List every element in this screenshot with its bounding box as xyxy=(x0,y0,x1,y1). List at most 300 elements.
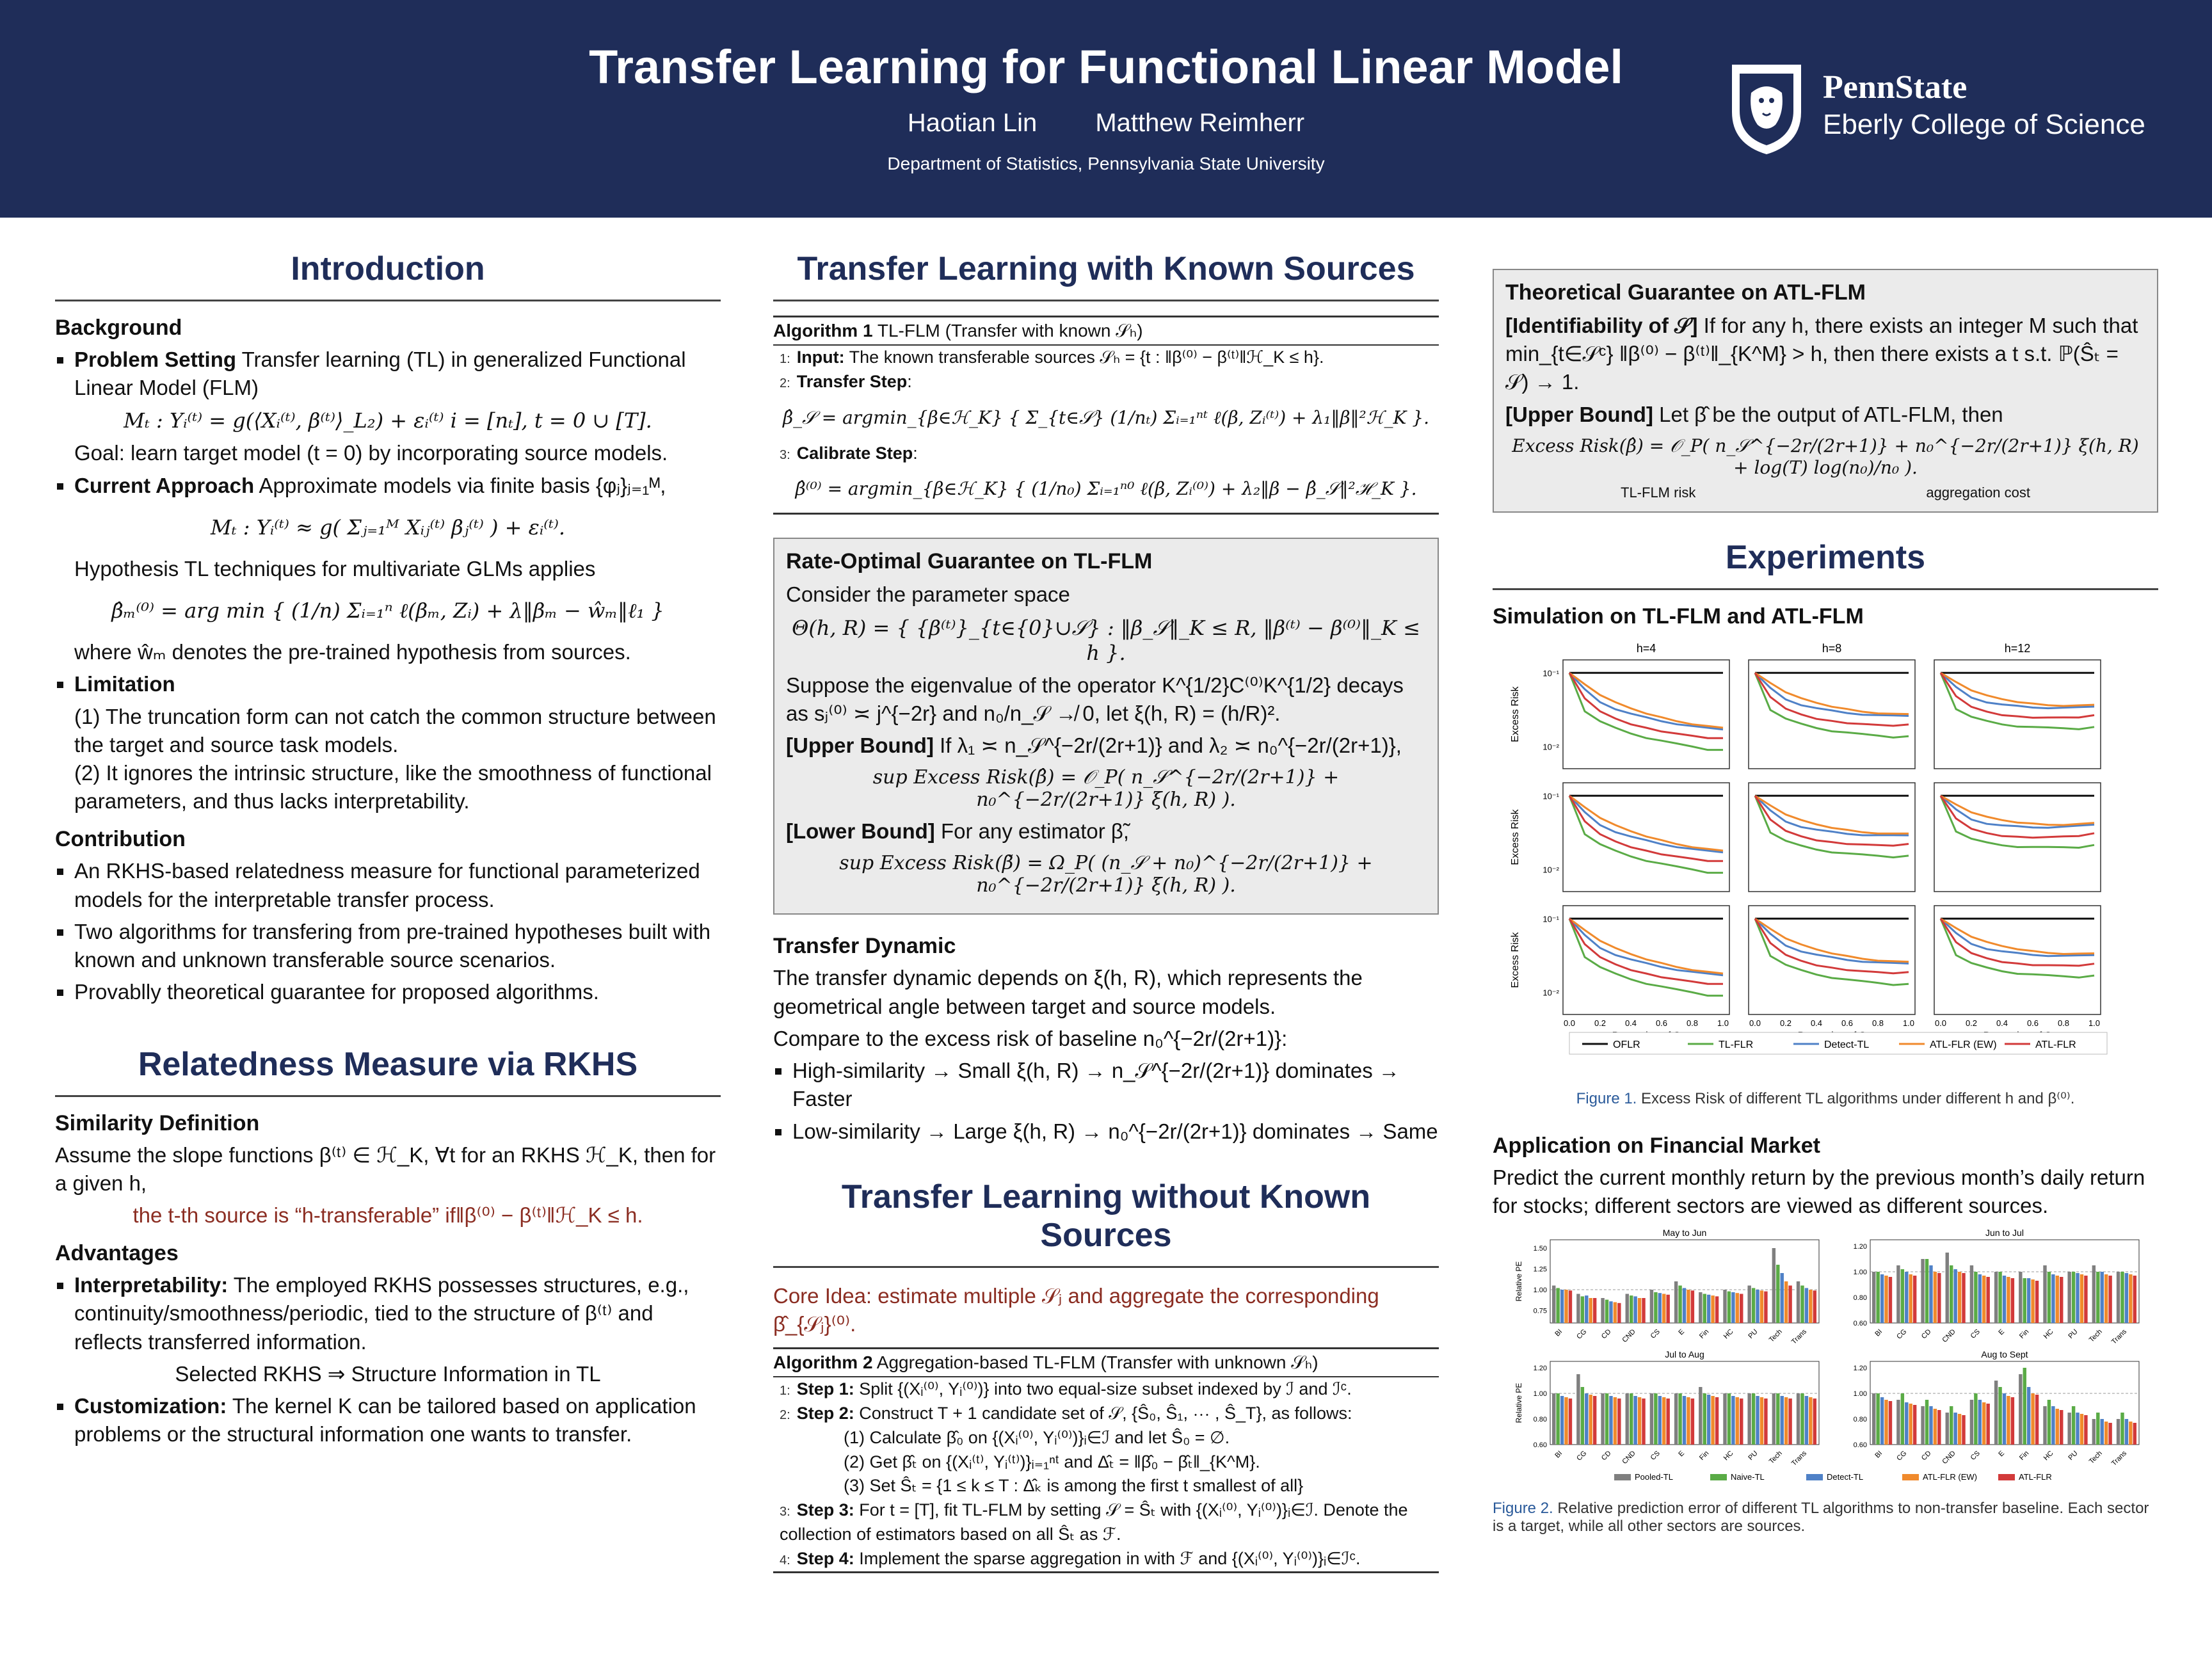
bar xyxy=(2031,1279,2034,1323)
intro-title: Introduction xyxy=(55,250,721,301)
bar xyxy=(1950,1265,1953,1323)
contribution-2: ▪ Two algorithms for transfering from pre-trained hypotheses built with known and unknown transferable source scenarios. xyxy=(74,918,721,974)
equation-atl-risk: Excess Risk(β̂) = 𝒪_P( n_𝒮^{−2r/(2r+1)} + n₀^{−2r/(2r+1)} ξ(h, R) + log(T) log(n₀)/n₀ ). xyxy=(1512,435,2139,478)
bar xyxy=(2072,1406,2075,1445)
bar xyxy=(2019,1272,2022,1323)
bar-x-tick: BI xyxy=(1553,1449,1564,1460)
algo2-step1: 1: Step 1: Split {(Xᵢ⁽⁰⁾, Yᵢ⁽⁰⁾)} into two equal-size subset indexed by ℐ and ℐᶜ. xyxy=(780,1379,1352,1399)
contribution-heading: Contribution xyxy=(55,827,186,852)
bar xyxy=(2051,1406,2055,1445)
bar xyxy=(1614,1302,1617,1324)
bar xyxy=(2056,1409,2059,1445)
bar-x-tick: Trans xyxy=(1790,1327,1809,1347)
bar xyxy=(1929,1406,1932,1445)
bar xyxy=(1609,1396,1612,1445)
algo2-step2b: (2) Get β̂ₜ on {(Xᵢ⁽ᵗ⁾, Yᵢ⁽ᵗ⁾)}ᵢ₌₁ⁿᵗ and Δ̂ₜ = ‖β̂₀ − β̂ₜ‖_{K^M}. xyxy=(844,1452,1260,1471)
poster-header xyxy=(0,0,2212,218)
bar xyxy=(1974,1393,1977,1445)
bar xyxy=(2048,1272,2051,1323)
experiments-title: Experiments xyxy=(1493,538,2158,590)
bar xyxy=(1974,1272,1977,1323)
bar xyxy=(1691,1399,1694,1445)
bar xyxy=(1593,1396,1596,1445)
bar xyxy=(1752,1393,1755,1445)
bar xyxy=(1797,1281,1800,1323)
bar xyxy=(1740,1399,1743,1445)
bar xyxy=(2092,1265,2096,1323)
bar xyxy=(1630,1295,1633,1323)
bar xyxy=(1998,1387,2001,1445)
bar xyxy=(1683,1288,1686,1324)
transfer-dynamic-compare: Compare to the excess risk of baseline n₀^{−2r/(2r+1)}: xyxy=(773,1026,1288,1050)
bar xyxy=(2023,1278,2026,1323)
bar xyxy=(1630,1393,1633,1445)
bar-y-tick: 1.00 xyxy=(1533,1286,1547,1295)
department: Department of Statistics, Pennsylvania State University xyxy=(887,154,1325,173)
bar xyxy=(1805,1288,1808,1324)
bar-y-label: Relative PE xyxy=(1514,1382,1523,1423)
bar xyxy=(1776,1265,1779,1323)
bar xyxy=(2007,1277,2010,1323)
bar xyxy=(1723,1290,1726,1323)
y-tick-label: 10⁻¹ xyxy=(1543,914,1559,924)
bar xyxy=(1978,1274,1982,1323)
bar xyxy=(1678,1286,1681,1324)
bar xyxy=(1731,1292,1735,1323)
bar-x-tick: CS xyxy=(1969,1327,1982,1341)
bar xyxy=(1736,1294,1739,1324)
bar xyxy=(1756,1290,1759,1323)
bar xyxy=(1650,1393,1653,1445)
financial-text: Predict the current monthly return by the previous month’s daily return for stocks; different sectors are viewed as different sources. xyxy=(1493,1165,2145,1218)
bar xyxy=(1994,1381,1998,1445)
x-tick-label: 0.0 xyxy=(1563,1018,1576,1028)
theory-upper-bound: [Upper Bound] Let β̂ be the output of ATL-FLM, then xyxy=(1505,402,2003,426)
bar-y-tick: 0.60 xyxy=(1533,1441,1547,1450)
legend-swatch xyxy=(1998,1474,2015,1480)
author-1: Haotian Lin xyxy=(907,109,1038,137)
bar-x-tick: Fin xyxy=(2018,1327,2031,1341)
bar xyxy=(1707,1395,1710,1445)
algorithm-2: Algorithm 2 Aggregation-based TL-FLM (Transfer with unknown 𝒮ₕ) 1: Step 1: Split {(Xᵢ⁽⁰⁾, Yᵢ⁽⁰⁾)} into two equal-size subset indexed by ℐ and ℐᶜ. 2: Step 2: Construct T + 1 candidate set of 𝒮, {Ŝ₀, Ŝ₁, ⋯ , Ŝ_T}, as follows: (1) Calculate β̂₀ on {(Xᵢ⁽⁰⁾, Yᵢ⁽⁰⁾)}ᵢ∈ℐ and let Ŝ₀ = ∅. (2) Get β̂ₜ on {(Xᵢ⁽ᵗ⁾, Yᵢ⁽ᵗ⁾)}ᵢ₌₁ⁿᵗ and Δ̂ₜ = ‖β̂₀ − β̂ₜ‖_{K^M}. (3) Set Ŝₜ = {1 ≤ k ≤ T : Δ̂ₖ is among the first t smallest of all} 3: Step 3: For t = [T], fit TL-FLM by setting 𝒮 = Ŝₜ with {(Xᵢ⁽⁰⁾, Yᵢ⁽⁰⁾)}ᵢ∈ℐ. Denote the collection of estimators based on all Ŝₜ as ℱ. 4: Step 4: Implement the sparse aggregation in with ℱ and {(Xᵢ⁽⁰⁾, Yᵢ⁽⁰⁾)}ᵢ∈ℐᶜ. xyxy=(773,1347,1439,1573)
bar xyxy=(1880,1274,1884,1323)
bar-x-tick: Tech xyxy=(2087,1449,2104,1466)
bar xyxy=(1703,1393,1706,1445)
bar xyxy=(1889,1277,1892,1323)
bar xyxy=(2133,1276,2136,1323)
x-tick-label: 0.4 xyxy=(1624,1018,1637,1028)
bar xyxy=(1978,1400,1982,1445)
bar-x-tick: Trans xyxy=(2110,1327,2129,1347)
bar-x-tick: CS xyxy=(1969,1449,1982,1463)
legend-label: Detect-TL xyxy=(1827,1472,1864,1482)
bar xyxy=(1872,1393,1875,1445)
bar-y-tick: 0.60 xyxy=(1853,1320,1867,1328)
consider-text: Consider the parameter space xyxy=(786,582,1070,607)
bar xyxy=(1986,1277,1989,1323)
bar xyxy=(1884,1276,1887,1323)
algorithm-1: Algorithm 1 TL-FLM (Transfer with known 𝒮ₕ) 1: Input: The known transferable sources 𝒮ₕ = {t : ‖β⁽⁰⁾ − β⁽ᵗ⁾‖ℋ_K ≤ h}. 2: Transfer Step: β̂_𝒮 = argmin_{β∈ℋ_K} { Σ_{t∈𝒮} (1/nₜ) Σᵢ₌₁ⁿᵗ ℓ(β, Zᵢ⁽ᵗ⁾) + λ₁‖β‖²ℋ_K }. 3: Calibrate Step: β̂⁽⁰⁾ = argmin_{β∈ℋ_K} { (1/n₀) Σᵢ₌₁ⁿ⁰ ℓ(β, Zᵢ⁽⁰⁾) + λ₂‖β − β̂_𝒮‖²ℋ_K }. xyxy=(773,316,1439,515)
bar xyxy=(1626,1393,1629,1445)
bar xyxy=(1876,1393,1879,1445)
bar xyxy=(1605,1393,1608,1445)
bar xyxy=(2060,1277,2063,1323)
panel-frame xyxy=(1934,660,2101,769)
bar xyxy=(2125,1419,2128,1445)
bar xyxy=(1921,1406,1924,1445)
bar xyxy=(1913,1276,1916,1323)
y-tick-label: 10⁻² xyxy=(1543,865,1559,875)
bar xyxy=(1727,1292,1731,1323)
legend-swatch xyxy=(1902,1474,1919,1480)
rate-optimal-box xyxy=(773,538,1439,915)
bar xyxy=(2104,1422,2108,1445)
legend-swatch xyxy=(1614,1474,1631,1480)
bar-x-tick: BI xyxy=(1873,1327,1884,1338)
where-text: where ŵₘ denotes the pre-trained hypothesis from sources. xyxy=(74,640,631,664)
bar xyxy=(1876,1272,1879,1323)
bar-x-tick: CD xyxy=(1919,1449,1933,1463)
bar xyxy=(1805,1396,1808,1445)
bar xyxy=(1589,1395,1592,1445)
bar-x-tick: HC xyxy=(2042,1449,2055,1463)
bar xyxy=(1605,1300,1608,1323)
bar xyxy=(1905,1272,1908,1323)
bar xyxy=(2096,1413,2099,1445)
upper-bound: [Upper Bound] If λ₁ ≍ n_𝒮^{−2r/(2r+1)} and λ₂ ≍ n₀^{−2r/(2r+1)}, xyxy=(786,733,1402,758)
bar xyxy=(1872,1272,1875,1323)
bar xyxy=(1687,1290,1690,1323)
bar xyxy=(1788,1399,1791,1445)
pennstate-logo xyxy=(1728,61,2163,157)
background-list xyxy=(55,346,721,402)
bar xyxy=(1678,1393,1681,1445)
bar xyxy=(1901,1393,1904,1445)
bar xyxy=(1970,1400,1973,1445)
bar-y-tick: 0.75 xyxy=(1533,1307,1547,1315)
bar-x-tick: HC xyxy=(1722,1449,1735,1463)
bar xyxy=(1654,1292,1657,1323)
bar-x-tick: E xyxy=(1997,1449,2007,1459)
advantage-interpretability: ▪ Interpretability: The employed RKHS possesses structures, e.g., continuity/smoothness/periodic, tied to the structure of β⁽ᵗ⁾ and reflects transferred information. xyxy=(74,1271,721,1356)
bar xyxy=(2003,1276,2006,1323)
transfer-dynamic-text: The transfer dynamic depends on ξ(h, R), which represents the geometrical angle between target and source models. xyxy=(773,966,1363,1018)
bar xyxy=(2011,1278,2014,1323)
bar xyxy=(1666,1295,1669,1323)
nittany-lion-shield-icon xyxy=(1728,61,1805,157)
bar xyxy=(1699,1387,1702,1445)
bar-x-tick: CG xyxy=(1575,1327,1589,1342)
bar xyxy=(2067,1413,2071,1445)
algo2-step2: 2: Step 2: Construct T + 1 candidate set of 𝒮, {Ŝ₀, Ŝ₁, ⋯ , Ŝ_T}, as follows: xyxy=(780,1404,1352,1423)
lower-bound: [Lower Bound] For any estimator β̃, xyxy=(786,819,1130,844)
y-axis-label: Excess Risk xyxy=(1510,686,1521,742)
algo1-input: 1: Input: The known transferable sources 𝒮ₕ = {t : ‖β⁽⁰⁾ − β⁽ᵗ⁾‖ℋ_K ≤ h}. xyxy=(780,348,1324,367)
equation-htl: β̂ₘ⁽⁰⁾ = arg min { (1/n) Σᵢ₌₁ⁿ ℓ(βₘ, Zᵢ) + λ‖βₘ − ŵₘ‖ℓ₁ } xyxy=(111,598,664,623)
poster-title: Transfer Learning for Functional Linear Model xyxy=(589,40,1623,93)
contribution-1: ▪ An RKHS-based relatedness measure for functional parameterized models for the interpretable transfer process. xyxy=(74,857,721,913)
bar xyxy=(1764,1399,1767,1445)
bar xyxy=(1953,1413,1957,1445)
equation-calibrate: β̂⁽⁰⁾ = argmin_{β∈ℋ_K} { (1/n₀) Σᵢ₌₁ⁿ⁰ ℓ(β, Zᵢ⁽⁰⁾) + λ₂‖β − β̂_𝒮‖²ℋ_K }. xyxy=(795,478,1417,500)
h-transferable-definition: the t-th source is “h-transferable” if‖β⁽⁰⁾ − β⁽ᵗ⁾‖ℋ_K ≤ h. xyxy=(132,1203,643,1227)
bar xyxy=(1552,1286,1555,1324)
bar xyxy=(2060,1410,2063,1445)
bar xyxy=(2027,1387,2030,1445)
bar xyxy=(1747,1393,1751,1445)
bar xyxy=(2043,1406,2046,1445)
legend-label: ATL-FLR (EW) xyxy=(1923,1472,1977,1482)
bar-x-tick: Tech xyxy=(1767,1327,1784,1344)
column-middle xyxy=(773,237,1439,1582)
bar xyxy=(1800,1286,1804,1324)
bar-x-tick: CND xyxy=(1621,1327,1637,1345)
author-2: Matthew Reimherr xyxy=(1095,109,1305,137)
bar-x-tick: BI xyxy=(1873,1449,1884,1460)
bar xyxy=(1934,1272,1937,1323)
contribution-3: ▪ Provablly theoretical guarantee for proposed algorithms. xyxy=(74,978,721,1006)
bar xyxy=(2048,1400,2051,1445)
panel-title-0: h=4 xyxy=(1636,641,1656,655)
bar xyxy=(2125,1273,2128,1323)
bar xyxy=(1747,1286,1751,1324)
y-tick-label: 10⁻¹ xyxy=(1543,791,1559,801)
x-tick-label: 0.8 xyxy=(1686,1018,1699,1028)
bar xyxy=(2035,1281,2039,1323)
bar xyxy=(2051,1274,2055,1323)
bar xyxy=(1946,1253,1949,1323)
bar xyxy=(1925,1259,1928,1323)
bar xyxy=(2133,1423,2136,1445)
bar-x-tick: HC xyxy=(2042,1327,2055,1341)
bar-y-tick: 0.80 xyxy=(1853,1294,1867,1302)
bar-y-tick: 1.20 xyxy=(1853,1243,1867,1251)
bar-y-tick: 0.80 xyxy=(1533,1416,1547,1424)
problem-setting: ▪ Problem Setting Transfer learning (TL) in generalized Functional Linear Model (FLM) xyxy=(74,346,721,402)
bar xyxy=(1638,1298,1641,1323)
bar xyxy=(1934,1409,1937,1445)
background-heading: Background xyxy=(55,316,182,340)
bar xyxy=(1958,1414,1961,1445)
x-tick-label: 0.8 xyxy=(2057,1018,2070,1028)
bar xyxy=(1593,1298,1596,1323)
low-similarity: ▪ Low-similarity → Large ξ(h, R) → n₀^{−2r/(2r+1)} dominates → Same xyxy=(792,1118,1439,1146)
bar xyxy=(1800,1393,1804,1445)
bar-x-tick: E xyxy=(1997,1327,2007,1337)
bar xyxy=(2084,1415,2087,1445)
contribution-list xyxy=(55,857,721,1006)
bar xyxy=(1727,1393,1731,1445)
bar xyxy=(1921,1259,1924,1323)
core-idea: Core Idea: estimate multiple 𝒮ⱼ and aggregate the corresponding β̂_{𝒮ⱼ}⁽⁰⁾. xyxy=(773,1283,1379,1336)
rkhs-title: Relatedness Measure via RKHS xyxy=(55,1045,721,1097)
high-similarity: ▪ High-similarity → Small ξ(h, R) → n_𝒮^{−2r/(2r+1)} dominates → Faster xyxy=(792,1057,1439,1113)
bar xyxy=(1760,1397,1763,1445)
bar xyxy=(1925,1400,1928,1445)
bar xyxy=(2084,1276,2087,1323)
bar xyxy=(1674,1281,1678,1323)
y-axis-label: Excess Risk xyxy=(1510,932,1521,988)
bar xyxy=(1674,1393,1678,1445)
bar xyxy=(1614,1397,1617,1445)
theory-title: Theoretical Guarantee on ATL-FLM xyxy=(1505,280,1866,305)
bar-y-label: Relative PE xyxy=(1514,1261,1523,1302)
similarity-text: Assume the slope functions β⁽ᵗ⁾ ∈ ℋ_K, ∀t for an RKHS ℋ_K, then for a given h, xyxy=(55,1142,716,1195)
bar-y-tick: 1.20 xyxy=(1533,1365,1547,1373)
bar xyxy=(2080,1414,2083,1445)
bar-x-tick: Trans xyxy=(1790,1449,1809,1468)
bar xyxy=(1958,1272,1961,1323)
similarity-heading: Similarity Definition xyxy=(55,1110,260,1135)
y-axis-label: Excess Risk xyxy=(1510,809,1521,865)
brace-tl-flm-risk: TL-FLM risk xyxy=(1621,484,1696,501)
bar xyxy=(1896,1265,1900,1323)
goal-text: Goal: learn target model (t = 0) by incorporating source models. xyxy=(74,441,668,465)
bar-x-tick: PU xyxy=(1747,1449,1759,1463)
bar xyxy=(2117,1419,2120,1445)
bar-y-tick: 1.00 xyxy=(1853,1390,1867,1399)
equation-theta: Θ(h, R) = { {β⁽ᵗ⁾}_{t∈{0}∪𝒮} : ‖β_𝒮‖_K ≤ R, ‖β⁽ᵗ⁾ − β⁽⁰⁾‖_K ≤ h }. xyxy=(792,615,1420,665)
bar xyxy=(1813,1399,1816,1445)
bar xyxy=(1937,1410,1941,1445)
limitation-1: (1) The truncation form can not catch the common structure between the target and source task models. xyxy=(74,704,716,757)
bar-x-tick: HC xyxy=(1722,1327,1735,1341)
bar xyxy=(1687,1397,1690,1445)
bar xyxy=(2043,1265,2046,1323)
bar xyxy=(1569,1399,1572,1445)
bar xyxy=(1809,1397,1812,1445)
bar xyxy=(2129,1274,2132,1323)
bar xyxy=(1633,1297,1637,1324)
bar xyxy=(1776,1393,1779,1445)
bar-y-tick: 1.00 xyxy=(1853,1269,1867,1277)
bar xyxy=(1560,1290,1564,1323)
x-tick-label: 0.4 xyxy=(1810,1018,1823,1028)
bar-x-tick: Trans xyxy=(2110,1449,2129,1468)
financial-heading: Application on Financial Market xyxy=(1493,1133,1820,1158)
simulation-heading: Simulation on TL-FLM and ATL-FLM xyxy=(1493,604,1864,629)
theory-box xyxy=(1493,269,2158,513)
bar xyxy=(1633,1396,1637,1445)
bar xyxy=(1772,1248,1775,1323)
algo2-step3: 3: Step 3: For t = [T], fit TL-FLM by setting 𝒮 = Ŝₜ with {(Xᵢ⁽⁰⁾, Yᵢ⁽⁰⁾)}ᵢ∈ℐ. Denote the collection of estimators based on all Ŝₜ as ℱ. xyxy=(780,1500,1408,1544)
bar xyxy=(1658,1294,1662,1324)
bar xyxy=(1736,1397,1739,1445)
bar xyxy=(1909,1404,1912,1445)
panel-frame xyxy=(1934,906,2101,1014)
legend-swatch xyxy=(1710,1474,1727,1480)
panel-frame xyxy=(1749,906,1915,1014)
equation-upper-bound: sup Excess Risk(β̂) = 𝒪_P( n_𝒮^{−2r/(2r+1)} + n₀^{−2r/(2r+1)} ξ(h, R) ). xyxy=(872,766,1340,812)
bar xyxy=(1711,1295,1714,1323)
bar xyxy=(2056,1276,2059,1323)
figure-2-caption: Figure 2. Relative prediction error of different TL algorithms to non-transfer baseline. Each sector is a target, while all other sectors are sources. xyxy=(1493,1500,2149,1535)
bar-x-tick: Tech xyxy=(1767,1449,1784,1466)
figure-1 xyxy=(1493,634,2158,1108)
bar xyxy=(1560,1396,1564,1445)
bar xyxy=(1929,1265,1932,1323)
bar xyxy=(1617,1303,1621,1323)
bar-x-tick: CG xyxy=(1575,1449,1589,1463)
x-tick-label: 0.2 xyxy=(1779,1018,1792,1028)
x-tick-label: 0.6 xyxy=(1841,1018,1854,1028)
bar xyxy=(2108,1423,2112,1445)
bar xyxy=(1715,1397,1719,1445)
bar xyxy=(1756,1396,1759,1445)
bar xyxy=(2031,1393,2034,1445)
bar xyxy=(1662,1397,1665,1445)
algo1-calibrate: 3: Calibrate Step: xyxy=(780,443,918,463)
bar xyxy=(1556,1288,1559,1324)
bar xyxy=(1772,1393,1775,1445)
bar xyxy=(1909,1274,1912,1323)
bar-x-tick: CND xyxy=(1941,1449,1957,1466)
bar xyxy=(2104,1274,2108,1323)
bar-x-tick: CG xyxy=(1895,1327,1909,1342)
bar xyxy=(1781,1273,1784,1323)
x-tick-label: 0.0 xyxy=(1934,1018,1947,1028)
bar xyxy=(1699,1292,1702,1323)
rate-optimal-title: Rate-Optimal Guarantee on TL-FLM xyxy=(786,549,1153,574)
bar xyxy=(1576,1374,1580,1445)
panel-frame xyxy=(1749,783,1915,892)
y-tick-label: 10⁻² xyxy=(1543,988,1559,998)
logo-name: PennState xyxy=(1823,69,1968,106)
bar xyxy=(1683,1396,1686,1445)
suppose-text: Suppose the eigenvalue of the operator K^{1/2}C⁽⁰⁾K^{1/2} decays as sⱼ⁽⁰⁾ ≍ j^{−2r} and n₀/n_𝒮 ↛ 0, let ξ(h, R) = (h/R)². xyxy=(786,673,1404,725)
x-tick-label: 0.2 xyxy=(1965,1018,1978,1028)
current-approach: ▪ Current Approach Approximate models via finite basis {φⱼ}ⱼ₌₁ᴹ, xyxy=(74,472,721,500)
x-tick-label: 0.4 xyxy=(1996,1018,2008,1028)
bar-panel-title: Aug to Sept xyxy=(1981,1349,2028,1360)
bar-x-tick: PU xyxy=(2067,1449,2080,1463)
transfer-dynamic-heading: Transfer Dynamic xyxy=(773,934,956,959)
bar xyxy=(1998,1272,2001,1323)
column-left xyxy=(55,237,721,1452)
legend-label: Pooled-TL xyxy=(1635,1472,1673,1482)
bar-x-tick: PU xyxy=(1747,1327,1759,1341)
bar xyxy=(1905,1402,1908,1445)
bar-y-tick: 1.00 xyxy=(1533,1390,1547,1399)
identifiability: [Identifiability of 𝒮] If for any h, there exists an integer M such that min_{t∈𝒮ᶜ} ‖β⁽⁰⁾ − β⁽ᵗ⁾‖_{K^M} > h, then there exists a t s.t. ℙ(Ŝₜ = 𝒮) → 1. xyxy=(1505,314,2138,394)
bar xyxy=(2129,1422,2132,1445)
logo-sub: Eberly College of Science xyxy=(1823,109,2145,140)
bar xyxy=(1642,1399,1645,1445)
bar xyxy=(1556,1393,1559,1445)
legend-label: Detect-TL xyxy=(1824,1039,1870,1050)
legend-label: OFLR xyxy=(1613,1039,1640,1050)
bar xyxy=(2108,1276,2112,1323)
bar-x-tick: CS xyxy=(1649,1327,1662,1341)
bar xyxy=(1581,1387,1584,1445)
bar xyxy=(2080,1274,2083,1323)
x-tick-label: 1.0 xyxy=(1717,1018,1729,1028)
htl-text: Hypothesis TL techniques for multivariate GLMs applies xyxy=(74,556,596,581)
bar xyxy=(2120,1272,2124,1323)
equation-basis: Mₜ : Yᵢ⁽ᵗ⁾ ≈ g( Σⱼ₌₁ᴹ Xᵢⱼ⁽ᵗ⁾ βⱼ⁽ᵗ⁾ ) + εᵢ⁽ᵗ⁾. xyxy=(210,515,566,540)
bar xyxy=(1884,1400,1887,1445)
bar-x-tick: E xyxy=(1677,1449,1687,1459)
x-tick-label: 1.0 xyxy=(1902,1018,1915,1028)
panel-title-1: h=8 xyxy=(1822,641,1842,655)
bar-y-tick: 1.50 xyxy=(1533,1245,1547,1253)
known-sources-title: Transfer Learning with Known Sources xyxy=(773,250,1439,301)
bar xyxy=(1662,1294,1665,1324)
limitation-2: (2) It ignores the intrinsic structure, like the smoothness of functional parameters, and thus lacks interpretability. xyxy=(74,760,712,813)
bar-panel-title: Jun to Jul xyxy=(1985,1228,2024,1238)
bar-x-tick: CD xyxy=(1599,1449,1613,1463)
bar xyxy=(1654,1393,1657,1445)
